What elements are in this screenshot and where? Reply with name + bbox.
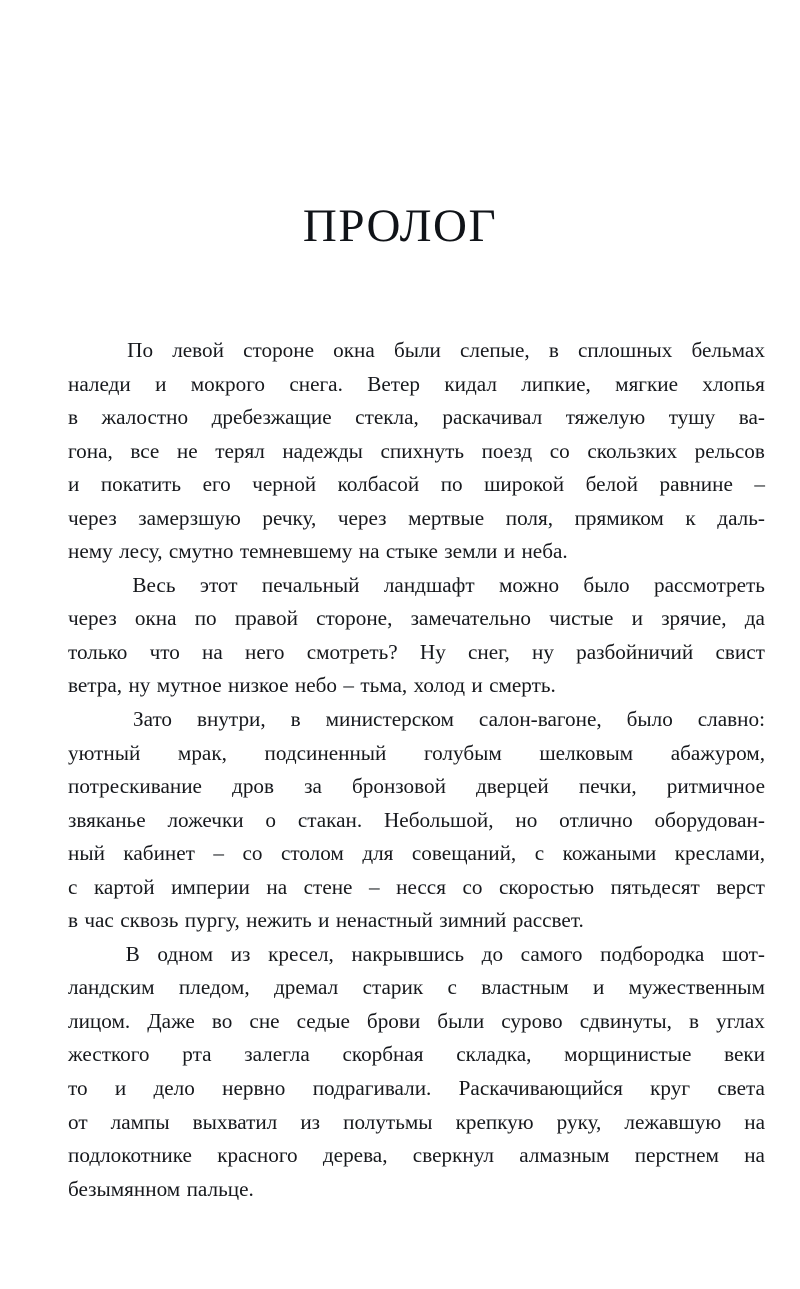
word: ва- <box>738 405 765 430</box>
word: бельмах <box>691 338 765 362</box>
word: было <box>626 707 673 732</box>
word: на <box>266 874 288 899</box>
word: шот- <box>721 941 765 966</box>
word: равнине <box>659 472 733 497</box>
word: свист <box>715 639 765 664</box>
word: властным <box>481 975 569 1000</box>
word: тушу <box>668 405 716 430</box>
word: жесткого <box>68 1042 150 1067</box>
word: самого <box>520 941 583 966</box>
word: черной <box>252 472 317 497</box>
word: безымянном <box>68 1176 181 1201</box>
word: и <box>503 539 516 564</box>
word: на <box>744 1109 765 1134</box>
paragraph <box>68 703 765 938</box>
paragraph <box>68 334 765 569</box>
text-line <box>68 737 765 771</box>
word: окна <box>134 606 177 631</box>
word: мутное <box>156 673 222 698</box>
word: тяжелую <box>565 405 646 430</box>
first-line-indent <box>68 569 108 603</box>
paragraph <box>68 569 765 703</box>
word: сне <box>249 1008 280 1033</box>
word: разбойничий <box>576 639 694 664</box>
word: подрагивали. <box>312 1076 432 1101</box>
word: мертвые <box>408 505 485 530</box>
word: терял <box>215 438 265 463</box>
word: все <box>130 438 160 463</box>
word: Ветер <box>367 371 420 396</box>
text-line <box>68 871 765 905</box>
word: было <box>583 572 630 597</box>
word: с <box>447 975 457 1000</box>
text-line <box>68 971 765 1005</box>
word: только <box>68 639 128 664</box>
word: но <box>515 807 538 832</box>
word: кресел, <box>268 941 334 966</box>
word: кожаными <box>562 841 657 866</box>
word: к <box>685 505 696 530</box>
word: рельсов <box>694 438 765 463</box>
word: раскачивал <box>442 405 543 430</box>
word: Раскачивающийся <box>458 1076 623 1101</box>
word: и <box>68 472 80 497</box>
text-line <box>68 1106 765 1140</box>
word: накрывшись <box>351 941 465 966</box>
word: дров <box>232 774 275 799</box>
word: скорбная <box>342 1042 424 1067</box>
word: земли <box>444 539 498 564</box>
word: абажуром, <box>670 740 765 765</box>
word: уютный <box>68 740 141 765</box>
word: надежды <box>282 438 363 463</box>
word: дерева, <box>322 1143 388 1168</box>
word: столом <box>280 841 344 866</box>
word: слепые, <box>460 338 530 362</box>
text-line <box>68 602 765 636</box>
paragraph <box>68 938 765 1206</box>
word: через <box>337 505 387 530</box>
word: и <box>631 606 643 631</box>
word: Даже <box>147 1008 195 1033</box>
word: мужественным <box>628 975 765 1000</box>
word: звяканье <box>68 807 146 832</box>
word: ландским <box>68 975 155 1000</box>
word: и <box>592 975 605 1000</box>
word: печки, <box>578 774 637 799</box>
word: во <box>211 1008 233 1033</box>
word: смерть. <box>489 673 556 698</box>
word: и <box>318 908 330 933</box>
word: да <box>744 606 765 631</box>
word: то <box>68 1076 88 1101</box>
word: гона, <box>68 438 113 463</box>
word: из <box>230 941 251 966</box>
word: стекла, <box>355 405 419 430</box>
word: скоростью <box>499 874 595 899</box>
word: скользких <box>587 438 678 463</box>
page-title: ПРОЛОГ <box>302 200 498 252</box>
word: подбородка <box>600 941 705 966</box>
word: со <box>462 874 483 899</box>
word: по <box>194 606 217 631</box>
word: час <box>84 908 114 933</box>
word: лампы <box>110 1109 170 1134</box>
word: и <box>471 673 483 698</box>
word: лесу, <box>119 539 163 564</box>
word: за <box>304 774 322 799</box>
word: подлокотнике <box>68 1143 192 1168</box>
word: этот <box>199 572 238 597</box>
word: дело <box>153 1076 195 1101</box>
word: в <box>68 908 79 933</box>
word: стороне <box>243 338 315 362</box>
word: ландшафт <box>383 572 475 597</box>
word: покатить <box>100 472 182 497</box>
word: белой <box>585 472 638 497</box>
word: и <box>114 1076 127 1101</box>
word: темневшему <box>239 539 353 564</box>
word: в <box>548 338 559 362</box>
text-line <box>68 535 765 569</box>
word: пальце. <box>186 1176 254 1201</box>
word: стыке <box>385 539 438 564</box>
word: сурово <box>501 1008 563 1033</box>
text-line <box>68 669 765 703</box>
word: со <box>549 438 570 463</box>
word: – <box>369 874 380 899</box>
word: замечательно <box>410 606 531 631</box>
word: ложечки <box>167 807 244 832</box>
word: кидал <box>444 371 497 396</box>
word: ну <box>531 639 554 664</box>
word: речку, <box>262 505 317 530</box>
word: ный <box>68 841 105 866</box>
first-line-indent <box>68 703 108 737</box>
word: Ну <box>419 639 446 664</box>
word: веки <box>724 1042 765 1067</box>
word: нервно <box>222 1076 286 1101</box>
word: с <box>68 874 78 899</box>
word: ну <box>128 673 151 698</box>
word: несся <box>396 874 446 899</box>
word: полутьмы <box>343 1109 433 1134</box>
word: лицом. <box>68 1008 131 1033</box>
text-line <box>68 468 765 502</box>
word: залегла <box>244 1042 310 1067</box>
word: из <box>300 1109 321 1134</box>
word: в <box>290 707 301 732</box>
word: ветра, <box>68 673 123 698</box>
word: поезд <box>481 438 533 463</box>
word: славно: <box>697 707 765 732</box>
word: сдвинуты, <box>579 1008 672 1033</box>
text-line <box>68 401 765 435</box>
word: и <box>155 371 167 396</box>
text-line <box>68 938 765 972</box>
word: рассвет. <box>512 908 584 933</box>
word: – <box>213 841 224 866</box>
word: Весь <box>132 572 176 597</box>
word: мрак, <box>177 740 227 765</box>
word: не <box>176 438 198 463</box>
word: для <box>362 841 394 866</box>
word: печальный <box>261 572 360 597</box>
word: даль- <box>717 505 765 530</box>
text-line <box>68 703 765 737</box>
word: креслами, <box>674 841 765 866</box>
text-line <box>68 770 765 804</box>
word: потрескивание <box>68 774 202 799</box>
word: в <box>68 405 79 430</box>
word: снега. <box>289 371 343 396</box>
text-line <box>68 1173 765 1207</box>
word: – <box>754 472 765 497</box>
word: шелковым <box>539 740 634 765</box>
word: империи <box>171 874 250 899</box>
word: бронзовой <box>352 774 446 799</box>
word: чистые <box>549 606 614 631</box>
word: от <box>68 1109 88 1134</box>
word: холод <box>413 673 465 698</box>
word: руку, <box>556 1109 602 1134</box>
word: голубым <box>423 740 502 765</box>
word: отлично <box>559 807 633 832</box>
word: брови <box>366 1008 421 1033</box>
word: внутри, <box>196 707 266 732</box>
word: левой <box>172 338 224 362</box>
text-line <box>68 502 765 536</box>
word: нему <box>68 539 113 564</box>
word: салон-вагоне, <box>478 707 602 732</box>
word: перстнем <box>634 1143 719 1168</box>
word: широкой <box>484 472 565 497</box>
word: круг <box>650 1076 691 1101</box>
word: на <box>358 539 380 564</box>
word: Небольшой, <box>383 807 494 832</box>
word: замерзшую <box>138 505 241 530</box>
text-line <box>68 334 765 368</box>
word: на <box>744 1143 765 1168</box>
word: лежавшую <box>624 1109 722 1134</box>
word: него <box>244 639 285 664</box>
word: неба. <box>521 539 568 564</box>
word: оборудован- <box>654 807 765 832</box>
word: пледом, <box>178 975 250 1000</box>
word: верст <box>716 874 765 899</box>
word: небо <box>294 673 337 698</box>
word: подсиненный <box>264 740 387 765</box>
word: В <box>125 941 140 966</box>
word: поля, <box>505 505 554 530</box>
word: красного <box>217 1143 298 1168</box>
word: его <box>202 472 231 497</box>
word: правой <box>234 606 298 631</box>
word: дремал <box>273 975 339 1000</box>
word: мягкие <box>615 371 679 396</box>
word: стороне, <box>316 606 393 631</box>
text-line <box>68 804 765 838</box>
word: Зато <box>132 707 173 732</box>
word: зимний <box>439 908 507 933</box>
text-line <box>68 1072 765 1106</box>
word: кабинет <box>123 841 195 866</box>
word: пятьдесят <box>610 874 700 899</box>
word: сквозь <box>120 908 179 933</box>
word: снег, <box>468 639 510 664</box>
word: тьма, <box>360 673 408 698</box>
word: одном <box>157 941 214 966</box>
word: совещаний, <box>411 841 517 866</box>
word: прямиком <box>574 505 664 530</box>
word: министерском <box>325 707 454 732</box>
word: рассмотреть <box>653 572 765 597</box>
word: дребезжащие <box>211 405 332 430</box>
word: сплошных <box>577 338 673 362</box>
word: морщинистые <box>564 1042 692 1067</box>
text-line <box>68 435 765 469</box>
word: – <box>343 673 354 698</box>
text-line <box>68 569 765 603</box>
word: нежить <box>246 908 312 933</box>
word: колбасой <box>337 472 420 497</box>
word: пургу, <box>184 908 240 933</box>
word: седые <box>296 1008 350 1033</box>
word: через <box>68 505 117 530</box>
word: по <box>440 472 463 497</box>
word: стене <box>303 874 353 899</box>
word: хлопья <box>702 371 765 396</box>
word: складка, <box>456 1042 532 1067</box>
word: со <box>242 841 263 866</box>
word: до <box>481 941 504 966</box>
word: спихнуть <box>380 438 465 463</box>
text-line <box>68 837 765 871</box>
word: низкое <box>227 673 289 698</box>
word: дверцей <box>476 774 549 799</box>
word: что <box>149 639 180 664</box>
word: на <box>202 639 223 664</box>
word: сверкнул <box>412 1143 494 1168</box>
word: смотреть? <box>306 639 398 664</box>
word: были <box>393 338 441 362</box>
word: стакан. <box>297 807 363 832</box>
word: о <box>265 807 277 832</box>
first-line-indent <box>68 334 108 368</box>
word: По <box>127 338 154 362</box>
text-line <box>68 1038 765 1072</box>
word: света <box>717 1076 765 1101</box>
word: наледи <box>68 371 131 396</box>
word: ненастный <box>335 908 433 933</box>
text-line <box>68 1139 765 1173</box>
body-text <box>68 334 765 1206</box>
word: углах <box>716 1008 765 1033</box>
word: окна <box>333 338 375 362</box>
word: жалостно <box>101 405 189 430</box>
word: алмазным <box>519 1143 610 1168</box>
word: смутно <box>168 539 234 564</box>
text-line <box>68 1005 765 1039</box>
word: старик <box>362 975 424 1000</box>
text-line <box>68 368 765 402</box>
word: рта <box>182 1042 212 1067</box>
text-line <box>68 904 765 938</box>
word: картой <box>93 874 155 899</box>
word: были <box>437 1008 485 1033</box>
word: с <box>534 841 545 866</box>
word: через <box>68 606 117 631</box>
word: крепкую <box>455 1109 534 1134</box>
word: можно <box>499 572 560 597</box>
word: выхватил <box>192 1109 278 1134</box>
word: в <box>689 1008 700 1033</box>
word: ритмичное <box>666 774 765 799</box>
word: липкие, <box>521 371 591 396</box>
first-line-indent <box>68 938 108 972</box>
text-line <box>68 636 765 670</box>
word: зрячие, <box>661 606 727 631</box>
word: мокрого <box>190 371 265 396</box>
